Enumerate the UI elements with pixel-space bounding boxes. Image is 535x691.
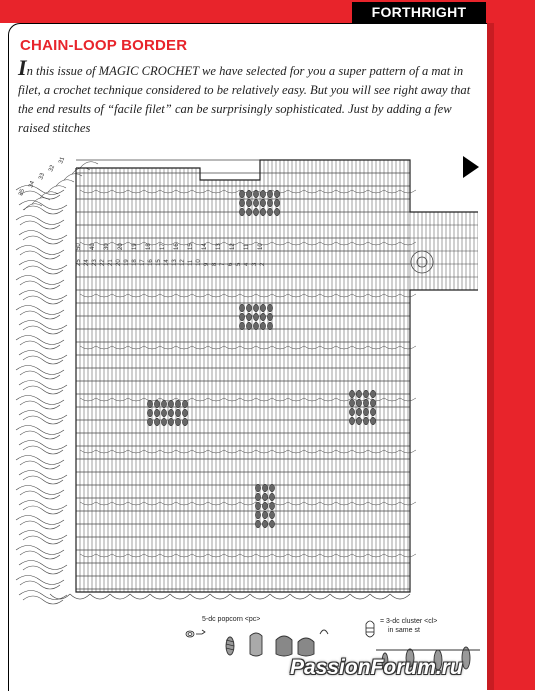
row-number: 18: [146, 243, 152, 250]
popcorn-stitch: [161, 400, 166, 408]
row-number: 6: [228, 262, 234, 266]
popcorn-legend-label: 5-dc popcorn <pc>: [202, 616, 261, 623]
popcorn-stitch: [269, 511, 274, 519]
popcorn-stitch: [262, 520, 267, 528]
popcorn-stitch: [168, 400, 173, 408]
scallop-arc: [290, 594, 310, 599]
popcorn-stitch: [175, 400, 180, 408]
row-number: 19: [124, 259, 130, 266]
scallop-arc: [20, 311, 60, 319]
scallop-arc: [310, 594, 330, 599]
popcorn-stitch: [267, 313, 272, 321]
row-number: 11: [244, 243, 250, 250]
popcorn-stitch: [255, 502, 260, 510]
popcorn-stitch: [349, 399, 354, 407]
scallop-arc: [110, 594, 130, 599]
scallop-arc: [48, 186, 66, 192]
popcorn-stitch: [239, 208, 244, 216]
row-number: 33: [38, 172, 47, 181]
popcorn-stitch: [154, 418, 159, 426]
popcorn-stitch: [267, 199, 272, 207]
row-number: 4: [244, 262, 250, 266]
popcorn-stitch: [269, 520, 274, 528]
row-number: 21: [108, 259, 114, 266]
scallop-arc: [50, 594, 70, 599]
popcorn-stitch: [253, 190, 258, 198]
scallop-arc: [80, 162, 98, 168]
popcorn-stitch: [262, 493, 267, 501]
row-number: 14: [202, 243, 208, 250]
popcorn-stitch: [253, 199, 258, 207]
popcorn-stitch: [370, 390, 375, 398]
scallop-arc: [20, 551, 60, 559]
popcorn-stitch: [260, 199, 265, 207]
row-number: 9: [204, 262, 210, 266]
popcorn-stitch: [175, 418, 180, 426]
popcorn-stitch: [253, 208, 258, 216]
popcorn-stitch: [253, 322, 258, 330]
scallop-arc: [20, 221, 60, 229]
scallop-arc: [23, 446, 63, 454]
scallop-arc: [20, 521, 60, 529]
scallop-arc: [210, 594, 230, 599]
scallop-arc: [170, 594, 190, 599]
row-number: 31: [58, 156, 67, 165]
row-number: 5: [236, 262, 242, 266]
scallop-arc: [270, 594, 290, 599]
drop-cap: I: [18, 55, 27, 80]
popcorn-stitch: [246, 208, 251, 216]
scallop-arc: [32, 198, 50, 204]
scallop-arc: [23, 296, 63, 304]
page-title: CHAIN-LOOP BORDER: [20, 37, 188, 54]
scallop-arc: [190, 594, 210, 599]
row-number: 15: [156, 259, 162, 266]
row-number: 50: [76, 243, 82, 250]
row-number: 35: [18, 188, 27, 197]
row-number: 10: [258, 243, 264, 250]
popcorn-stitch: [267, 190, 272, 198]
popcorn-stitch: [269, 493, 274, 501]
popcorn-stitch: [161, 418, 166, 426]
scallop-arc: [130, 594, 150, 599]
scallop-arc: [90, 594, 110, 599]
row-number: 7: [220, 262, 226, 266]
scallop-arc: [250, 594, 270, 599]
popcorn-stitch: [154, 409, 159, 417]
popcorn-stitch: [182, 409, 187, 417]
scallop-arc: [230, 594, 250, 599]
scallop-arc: [23, 476, 63, 484]
popcorn-stitch: [246, 199, 251, 207]
popcorn-stitch: [253, 313, 258, 321]
scallop-arc: [23, 206, 63, 214]
row-number: 34: [28, 180, 37, 189]
scallop-arc: [20, 341, 60, 349]
popcorn-stitch: [363, 417, 368, 425]
row-number: 20: [116, 259, 122, 266]
row-number: 32: [48, 164, 57, 173]
row-number: 13: [216, 243, 222, 250]
row-number: 10: [196, 259, 202, 266]
row-number: 15: [188, 243, 194, 250]
popcorn-stitch: [255, 511, 260, 519]
popcorn-stitch: [239, 199, 244, 207]
popcorn-stitch: [267, 208, 272, 216]
popcorn-stitch: [260, 190, 265, 198]
popcorn-stitch: [239, 313, 244, 321]
popcorn-stitch: [274, 208, 279, 216]
scallop-arc: [70, 594, 90, 599]
popcorn-stitch: [154, 400, 159, 408]
popcorn-stitch: [274, 190, 279, 198]
intro-paragraph: [18, 55, 486, 138]
scallop-arc: [20, 461, 60, 469]
popcorn-stitch: [260, 304, 265, 312]
popcorn-stitch: [262, 502, 267, 510]
scallop-arc: [23, 266, 63, 274]
row-number: 3: [252, 262, 258, 266]
popcorn-stitch: [356, 399, 361, 407]
right-frame-shadow: [486, 23, 494, 690]
popcorn-stitch: [255, 520, 260, 528]
intro-text: n this issue of MAGIC CROCHET we have selected for you a super pattern of a mat in filet, a crochet technique considered to be relatively easy. But you will see right away that the end results of “facile filet” can be surprisingly sophisticated. Just by adding a few raised stitches: [18, 64, 471, 135]
scallop-arc: [64, 174, 82, 180]
scallop-arc: [23, 506, 63, 514]
popcorn-stitch: [356, 417, 361, 425]
popcorn-stitch: [356, 390, 361, 398]
popcorn-stitch: [274, 199, 279, 207]
popcorn-stitch: [262, 511, 267, 519]
row-number: 18: [132, 259, 138, 266]
popcorn-stitch: [255, 493, 260, 501]
popcorn-stitch: [269, 484, 274, 492]
popcorn-stitch: [370, 399, 375, 407]
popcorn-stitch: [267, 304, 272, 312]
popcorn-stitch: [168, 418, 173, 426]
scallop-arc: [23, 596, 63, 604]
row-number: 12: [180, 259, 186, 266]
popcorn-stitch: [175, 409, 180, 417]
scallop-arc: [350, 594, 370, 599]
popcorn-stitch: [363, 408, 368, 416]
row-number: 19: [132, 243, 138, 250]
scallop-arc: [20, 581, 60, 589]
section-label: FORTHRIGHT: [352, 2, 486, 23]
popcorn-stitch: [260, 313, 265, 321]
row-number: 8: [212, 262, 218, 266]
scallop-arc: [23, 236, 63, 244]
popcorn-stitch: [267, 322, 272, 330]
popcorn-motifs: [147, 190, 375, 528]
popcorn-stitch: [182, 418, 187, 426]
popcorn-diagram-icon: [226, 630, 328, 656]
popcorn-stitch: [246, 313, 251, 321]
popcorn-stitch: [147, 400, 152, 408]
scallop-arc: [20, 251, 60, 259]
popcorn-stitch: [246, 304, 251, 312]
row-number: 14: [164, 259, 170, 266]
cluster-legend-label: = 3-dc cluster <cl>: [380, 618, 438, 625]
scallop-border: [16, 162, 410, 604]
popcorn-stitch: [260, 322, 265, 330]
popcorn-symbol-icon: [186, 630, 205, 637]
popcorn-stitch: [253, 304, 258, 312]
row-number: 16: [174, 243, 180, 250]
scallop-arc: [23, 386, 63, 394]
popcorn-stitch: [246, 190, 251, 198]
scallop-arc: [23, 566, 63, 574]
popcorn-stitch: [246, 322, 251, 330]
cluster-symbol-icon: [366, 621, 374, 637]
row-number: 12: [230, 243, 236, 250]
row-number: 25: [76, 259, 82, 266]
scallop-arc: [20, 401, 60, 409]
scallop-arc: [20, 491, 60, 499]
popcorn-stitch: [370, 408, 375, 416]
scallop-arc: [56, 180, 74, 186]
row-number: 17: [140, 259, 146, 266]
popcorn-stitch: [260, 208, 265, 216]
popcorn-stitch: [239, 190, 244, 198]
scallop-arc: [370, 594, 390, 599]
popcorn-stitch: [262, 484, 267, 492]
popcorn-stitch: [349, 408, 354, 416]
popcorn-stitch: [182, 400, 187, 408]
row-number: 20: [118, 243, 124, 250]
row-number: 11: [188, 259, 194, 266]
cluster-legend-sublabel: in same st: [388, 627, 420, 634]
row-number: 40: [90, 243, 96, 250]
row-number: 13: [172, 259, 178, 266]
row-number: 24: [84, 259, 90, 266]
popcorn-stitch: [161, 409, 166, 417]
popcorn-stitch: [239, 304, 244, 312]
popcorn-stitch: [168, 409, 173, 417]
row-number: 2: [260, 262, 266, 266]
popcorn-stitch: [349, 390, 354, 398]
scallop-arc: [23, 356, 63, 364]
scallop-arc: [330, 594, 350, 599]
popcorn-stitch: [269, 502, 274, 510]
filet-grid: [76, 160, 410, 592]
scallop-arc: [390, 594, 410, 599]
row-number: 16: [148, 259, 154, 266]
row-number: 17: [160, 243, 166, 250]
popcorn-stitch: [349, 417, 354, 425]
crochet-chart: [10, 150, 478, 608]
popcorn-stitch: [370, 417, 375, 425]
popcorn-stitch: [147, 418, 152, 426]
watermark: PassionForum.ru: [290, 656, 463, 679]
scallop-arc: [23, 326, 63, 334]
scallop-arc: [23, 416, 63, 424]
popcorn-stitch: [255, 484, 260, 492]
row-number: 23: [92, 259, 98, 266]
popcorn-stitch: [363, 390, 368, 398]
row-number: 30: [104, 243, 110, 250]
scallop-arc: [20, 281, 60, 289]
popcorn-stitch: [356, 408, 361, 416]
scallop-arc: [24, 204, 42, 210]
scallop-arc: [20, 431, 60, 439]
scallop-arc: [20, 371, 60, 379]
popcorn-stitch: [363, 399, 368, 407]
chart-numbers: [18, 156, 266, 266]
scallop-arc: [23, 536, 63, 544]
popcorn-stitch: [147, 409, 152, 417]
popcorn-stitch: [239, 322, 244, 330]
row-number: 22: [100, 259, 106, 266]
scallop-arc: [150, 594, 170, 599]
